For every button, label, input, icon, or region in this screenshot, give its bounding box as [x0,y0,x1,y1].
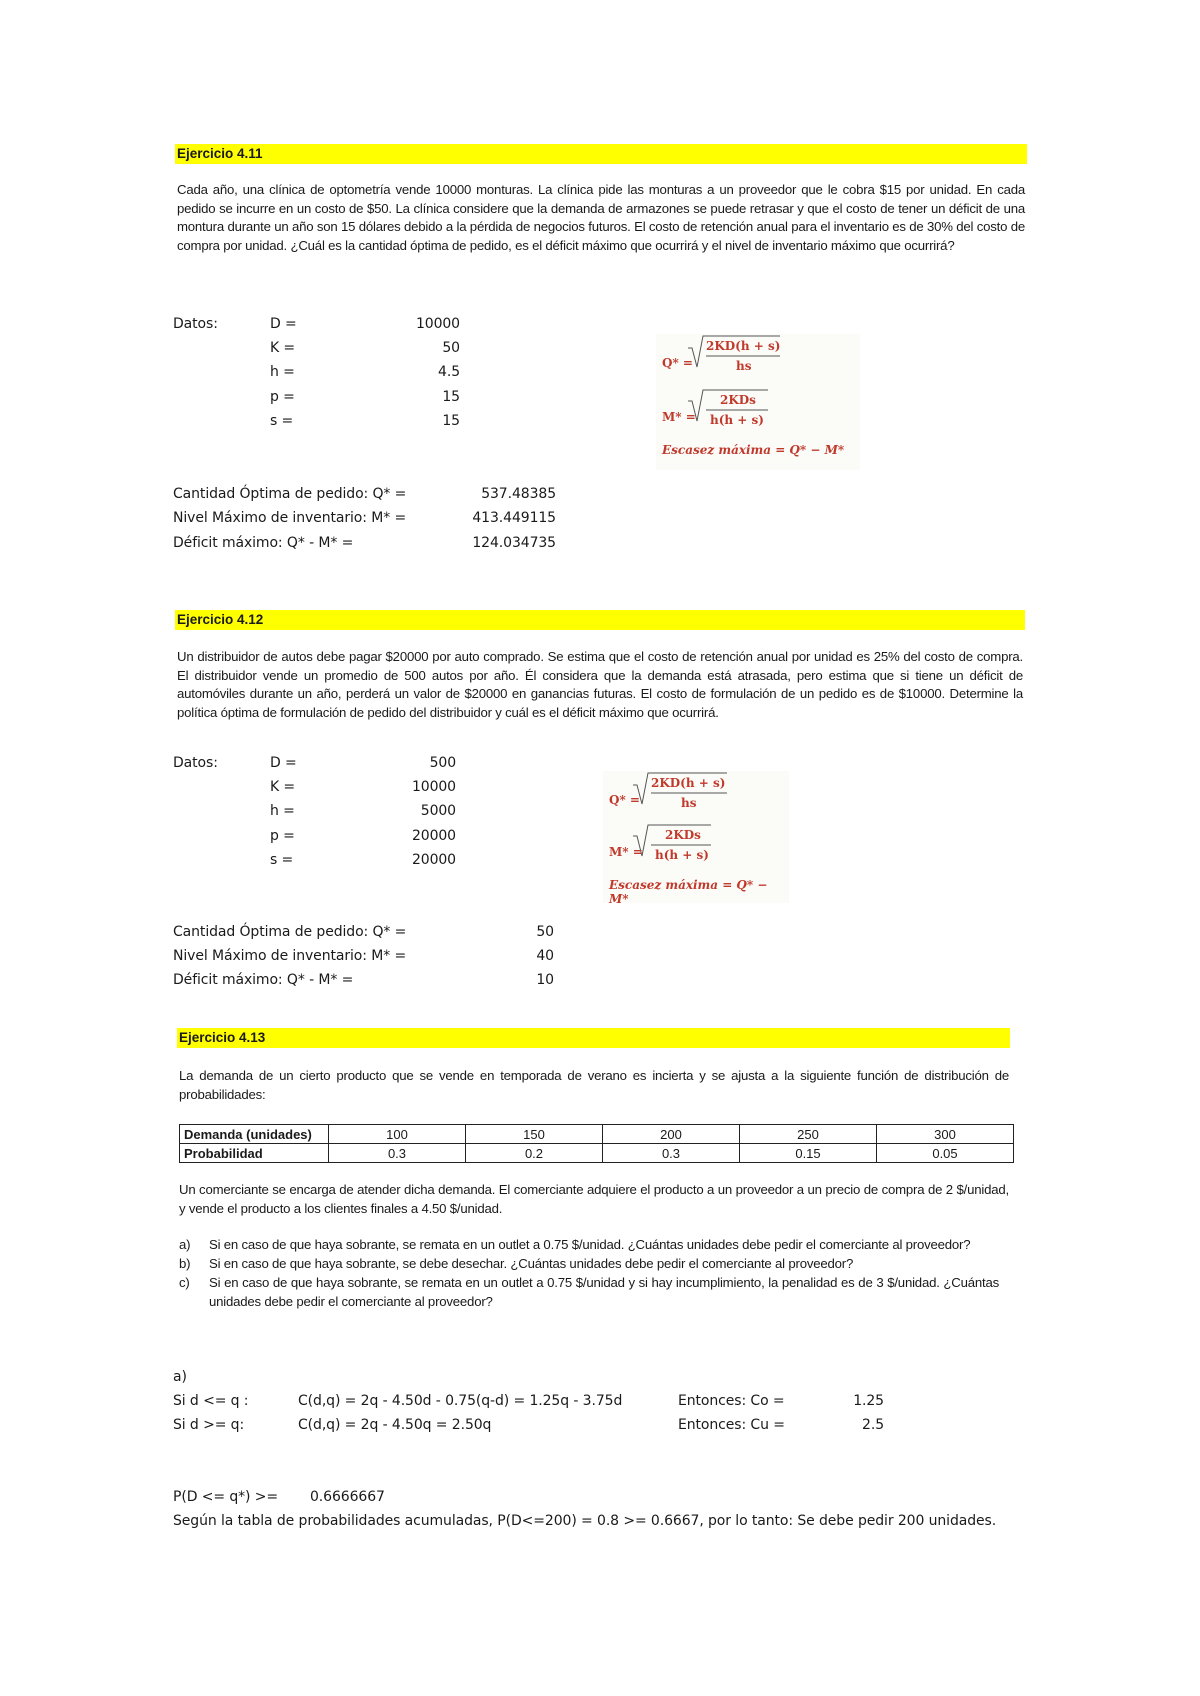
ex412-result-label: Nivel Máximo de inventario: M* = [173,948,407,964]
ex411-var-name: s = [270,413,294,429]
solution-expression: C(d,q) = 2q - 4.50d - 0.75(q-d) = 1.25q - 3.75d [298,1393,623,1409]
conclusion: Según la tabla de probabilidades acumuladas, P(D<=200) = 0.8 >= 0.6667, por lo tanto: Se debe pedir 200 unidades. [173,1513,997,1529]
solution-condition: Si d <= q : [173,1393,249,1409]
ex412-result-value: 10 [536,972,554,988]
list-text: Si en caso de que haya sobrante, se remata en un outlet a 0.75 $/unidad. ¿Cuántas unidades debe pedir el comerciante al proveedor? [209,1237,971,1252]
ex411-var-name: D = [270,316,297,332]
table-cell: 300 [877,1125,1014,1144]
solution-then: Entonces: Cu = [678,1417,785,1433]
formula-m-num: 2KDs [720,393,756,407]
ex411-var-name: h = [270,364,295,380]
ex412-var-name: s = [270,852,294,868]
ex411-result-value: 537.48385 [481,486,556,502]
ex411-var-name: K = [270,340,296,356]
table-cell: 100 [329,1125,466,1144]
ex411-title: Ejercicio 4.11 [175,144,1027,164]
table-row [180,1144,1014,1163]
ex411-formula-box [656,334,860,470]
ex412-result-value: 40 [536,948,554,964]
table-row-label: Demanda (unidades) [180,1125,329,1144]
solution-value: 2.5 [862,1417,884,1433]
formula-escasez: Escasez máxima = Q* − M* [662,443,845,457]
ex411-var-name: p = [270,389,295,405]
ex412-result-value: 50 [536,924,554,940]
formula-q-num: 2KD(h + s) [706,339,781,353]
table-row-label: Probabilidad [180,1144,329,1163]
formula-m-lhs: M* = [662,410,696,424]
ex411-datos-label: Datos: [173,316,218,332]
ex412-var-name: K = [270,779,296,795]
probability-condition-value: 0.6666667 [310,1489,385,1505]
probability-condition-label: P(D <= q*) >= [173,1489,279,1505]
table-cell: 200 [603,1125,740,1144]
formula-q-den: hs [736,359,752,373]
ex411-var-value: 4.5 [438,364,460,380]
ex411-var-value: 15 [442,413,460,429]
table-cell: 0.05 [877,1144,1014,1163]
table-cell: 150 [466,1125,603,1144]
formula-m-lhs: M* = [609,845,643,859]
ex412-title: Ejercicio 4.12 [175,610,1025,630]
formula-escasez: Escasez máxima = Q* − M* [609,878,768,906]
list-marker: b) [179,1256,191,1271]
ex413-statement: La demanda de un cierto producto que se vende en temporada de verano es incierta y se ajusta a la siguiente función de distribución de probabilidades: [179,1068,1009,1102]
list-text: Si en caso de que haya sobrante, se debe desechar. ¿Cuántas unidades debe pedir el comerciante al proveedor? [209,1256,854,1271]
table-cell: 250 [740,1125,877,1144]
ex412-var-name: D = [270,755,297,771]
ex411-result-value: 124.034735 [472,535,556,551]
ex411-result-label: Nivel Máximo de inventario: M* = [173,510,407,526]
ex412-var-value: 500 [429,755,456,771]
ex412-datos-label: Datos: [173,755,218,771]
table-cell: 0.15 [740,1144,877,1163]
ex412-result-label: Cantidad Óptima de pedido: Q* = [173,924,407,940]
formula-q-den: hs [681,796,697,810]
table-cell: 0.3 [603,1144,740,1163]
formula-q-num: 2KD(h + s) [651,776,726,790]
solution-then: Entonces: Co = [678,1393,785,1409]
list-marker: a) [179,1237,191,1252]
ex411-result-label: Cantidad Óptima de pedido: Q* = [173,486,407,502]
ex413-title: Ejercicio 4.13 [177,1028,1010,1048]
ex411-result-label: Déficit máximo: Q* - M* = [173,535,354,551]
ex411-var-value: 50 [442,340,460,356]
table-cell: 0.2 [466,1144,603,1163]
ex412-statement: Un distribuidor de autos debe pagar $20000 por auto comprado. Se estima que el costo de retención anual por unidad es 25% del costo de compra. El distribuidor vende un promedio de 500 autos por año. Él considera que la demanda está atrasada, pero estima que si tiene un déficit de automóviles durante un año, perderá un valor de $20000 en ganancias futuras. El costo de formulación de un pedido es de $10000. Determine la política óptima de formulación de pedido del distribuidor y cuál es el déficit máximo que ocurrirá. [177,649,1023,720]
ex412-result-label: Déficit máximo: Q* - M* = [173,972,354,988]
ex412-formula-box [603,771,789,906]
ex412-var-value: 20000 [411,852,456,868]
list-marker: c) [179,1275,190,1290]
formula-m-den: h(h + s) [710,413,764,427]
solution-label: a) [173,1369,187,1385]
solution-condition: Si d >= q: [173,1417,245,1433]
ex412-var-name: p = [270,828,295,844]
formula-m-den: h(h + s) [655,848,709,862]
list-text: Si en caso de que haya sobrante, se remata en un outlet a 0.75 $/unidad y si hay incumplimiento, la penalidad es de 3 $/unidad. ¿Cuántas unidades debe pedir el comerciante al proveedor? [209,1275,999,1309]
table-row [180,1125,1014,1144]
ex412-var-value: 10000 [411,779,456,795]
solution-expression: C(d,q) = 2q - 4.50q = 2.50q [298,1417,492,1433]
probability-table [179,1124,1014,1163]
table-cell: 0.3 [329,1144,466,1163]
formula-m-num: 2KDs [665,828,701,842]
ex411-var-value: 10000 [415,316,460,332]
ex411-result-value: 413.449115 [472,510,556,526]
ex411-var-value: 15 [442,389,460,405]
solution-value: 1.25 [853,1393,884,1409]
ex411-statement: Cada año, una clínica de optometría vende 10000 monturas. La clínica pide las monturas a un proveedor que le cobra $15 por unidad. En cada pedido se incurre en un costo de $50. La clínica considere que la demanda de armazones se puede retrasar y que el costo de tener un déficit de una montura durante un año son 15 dólares debido a la pérdida de negocios futuros. El costo de retención anual para el inventario es de 30% del costo de compra por unidad. ¿Cuál es la cantidad óptima de pedido, es el déficit máximo que ocurrirá y el nivel de inventario máximo que ocurrirá? [177,182,1025,253]
ex413-paragraph2: Un comerciante se encarga de atender dicha demanda. El comerciante adquiere el producto a un proveedor a un precio de compra de 2 $/unidad, y vende el producto a los clientes finales a 4.50 $/unidad. [179,1182,1009,1216]
ex412-var-value: 20000 [411,828,456,844]
formula-q-lhs: Q* = [662,356,693,370]
ex412-var-name: h = [270,803,295,819]
formula-q-lhs: Q* = [609,793,640,807]
ex412-var-value: 5000 [420,803,456,819]
